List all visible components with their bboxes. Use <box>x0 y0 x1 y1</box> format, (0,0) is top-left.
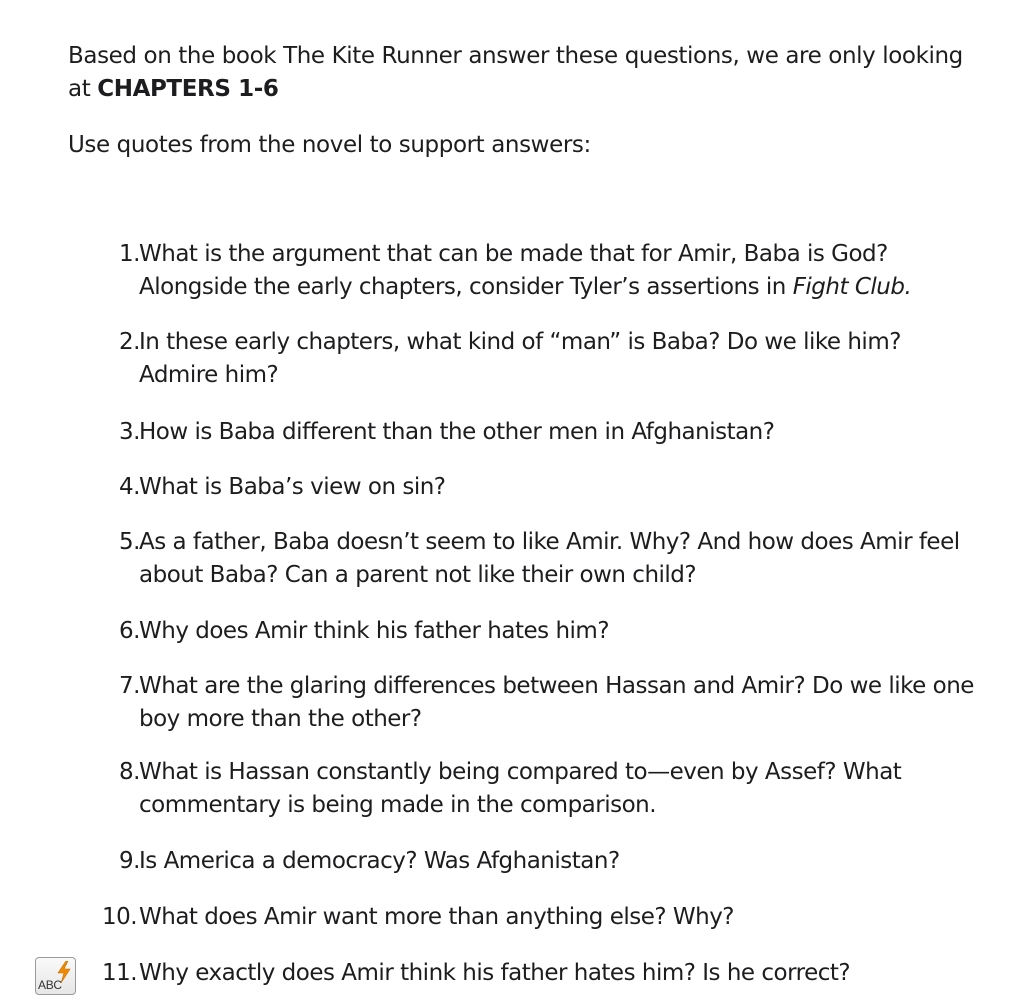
question-text: What are the glaring differences between Hassan and Amir? Do we like one boy more than the other? <box>139 673 974 732</box>
list-number: 9. <box>119 848 140 874</box>
list-item <box>100 756 980 822</box>
list-number: 1. <box>119 241 140 267</box>
spellcheck-label: ABC <box>38 978 62 992</box>
intro-text: Based on the book The Kite Runner answer these questions, we are only looking at <box>68 43 963 102</box>
list-item <box>100 957 980 990</box>
question-text: What does Amir want more than anything else? Why? <box>139 904 735 930</box>
list-item <box>100 615 980 648</box>
list-item <box>100 670 980 736</box>
list-item <box>100 471 980 504</box>
question-text: Why exactly does Amir think his father hates him? Is he correct? <box>139 960 851 986</box>
list-item <box>100 326 980 392</box>
italic-title: Fight Club. <box>792 274 912 300</box>
list-number: 3. <box>119 419 140 445</box>
list-item <box>100 845 980 878</box>
list-item <box>100 416 980 449</box>
instruction-text: Use quotes from the novel to support answers: <box>68 132 591 158</box>
chapters-emphasis: CHAPTERS 1-6 <box>97 76 279 102</box>
list-number: 8. <box>119 759 140 785</box>
question-text: What is the argument that can be made that for Amir, Baba is God? Alongside the early chapters, consider Tyler’s assertions in Fight Club. <box>139 241 912 300</box>
list-item <box>100 901 980 934</box>
list-number: 5. <box>119 529 140 555</box>
list-number: 6. <box>119 618 140 644</box>
list-number: 4. <box>119 474 140 500</box>
list-number: 10. <box>102 904 138 930</box>
list-number: 2. <box>119 329 140 355</box>
question-text: Is America a democracy? Was Afghanistan? <box>139 848 620 874</box>
spellcheck-icon[interactable] <box>35 957 76 995</box>
question-text: Why does Amir think his father hates him? <box>139 618 610 644</box>
list-number: 7. <box>119 673 140 699</box>
question-text: What is Hassan constantly being compared to—even by Assef? What commentary is being made in the comparison. <box>139 759 902 818</box>
question-text: As a father, Baba doesn’t seem to like Amir. Why? And how does Amir feel about Baba? Can a parent not like their own child? <box>139 529 960 588</box>
list-item <box>100 238 980 304</box>
list-item <box>100 526 980 592</box>
question-text: In these early chapters, what kind of “man” is Baba? Do we like him? Admire him? <box>139 329 901 388</box>
question-text: What is Baba’s view on sin? <box>139 474 446 500</box>
intro-paragraph <box>68 40 968 106</box>
list-number: 11. <box>102 960 138 986</box>
question-text: How is Baba different than the other men in Afghanistan? <box>139 419 775 445</box>
